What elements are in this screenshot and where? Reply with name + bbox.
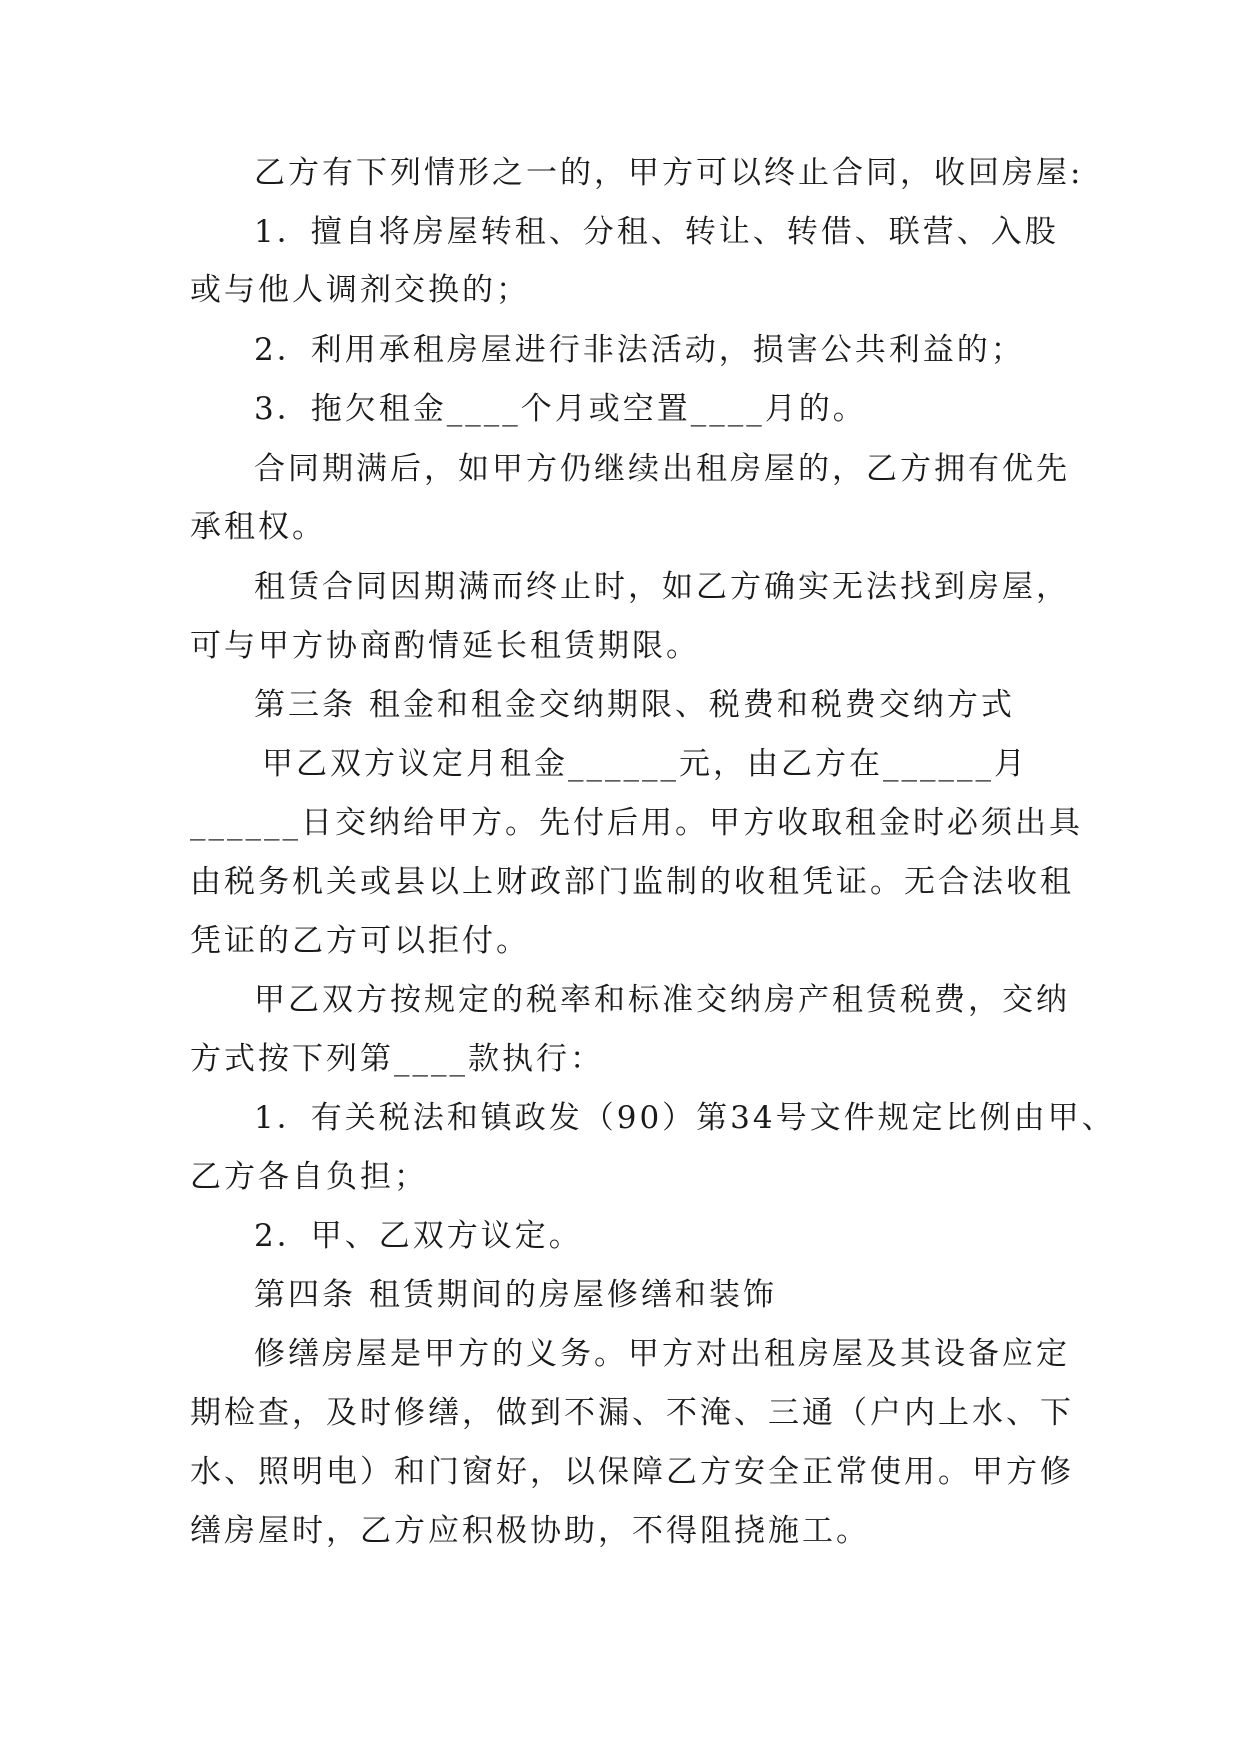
paragraph-line: 乙方有下列情形之一的，甲方可以终止合同，收回房屋: [254, 155, 1084, 191]
paragraph-line: 可与甲方协商酌情延长租赁期限。 [190, 628, 700, 664]
paragraph-line: 或与他人调剂交换的； [190, 272, 530, 308]
paragraph-line: 租赁合同因期满而终止时，如乙方确实无法找到房屋， [254, 569, 1070, 605]
paragraph-line: 修缮房屋是甲方的义务。甲方对出租房屋及其设备应定 [254, 1336, 1070, 1372]
paragraph-line: 合同期满后，如甲方仍继续出租房屋的，乙方拥有优先 [254, 451, 1070, 487]
paragraph-line: 2．甲、乙双方议定。 [254, 1218, 583, 1254]
paragraph-line: 承租权。 [190, 509, 326, 545]
paragraph-line: 缮房屋时，乙方应积极协助，不得阻挠施工。 [190, 1513, 870, 1549]
paragraph-line: ______日交纳给甲方。先付后用。甲方收取租金时必须出具 [190, 805, 1083, 841]
paragraph-line: 水、照明电）和门窗好，以保障乙方安全正常使用。甲方修 [190, 1454, 1074, 1490]
section-heading: 第四条 租赁期间的房屋修缮和装饰 [254, 1277, 777, 1313]
paragraph-line: 由税务机关或县以上财政部门监制的收租凭证。无合法收租 [190, 864, 1074, 900]
paragraph-line: 2．利用承租房屋进行非法活动，损害公共利益的； [254, 332, 1025, 368]
paragraph-line: 1．擅自将房屋转租、分租、转让、转借、联营、入股 [254, 214, 1059, 250]
paragraph-line: 方式按下列第____款执行： [190, 1041, 604, 1077]
paragraph-line: 期检查，及时修缮，做到不漏、不淹、三通（户内上水、下 [190, 1395, 1074, 1431]
paragraph-line: 甲乙双方按规定的税率和标准交纳房产租赁税费，交纳 [254, 982, 1070, 1018]
paragraph-line: 凭证的乙方可以拒付。 [190, 923, 530, 959]
section-heading: 第三条 租金和租金交纳期限、税费和税费交纳方式 [254, 687, 1015, 723]
paragraph-line: 3．拖欠租金____个月或空置____月的。 [254, 391, 867, 427]
paragraph-line: 甲乙双方议定月租金______元，由乙方在______月 [262, 746, 1028, 782]
paragraph-line: 乙方各自负担； [190, 1159, 428, 1195]
paragraph-line: 1．有关税法和镇政发（90）第34号文件规定比例由甲、 [254, 1100, 1116, 1136]
